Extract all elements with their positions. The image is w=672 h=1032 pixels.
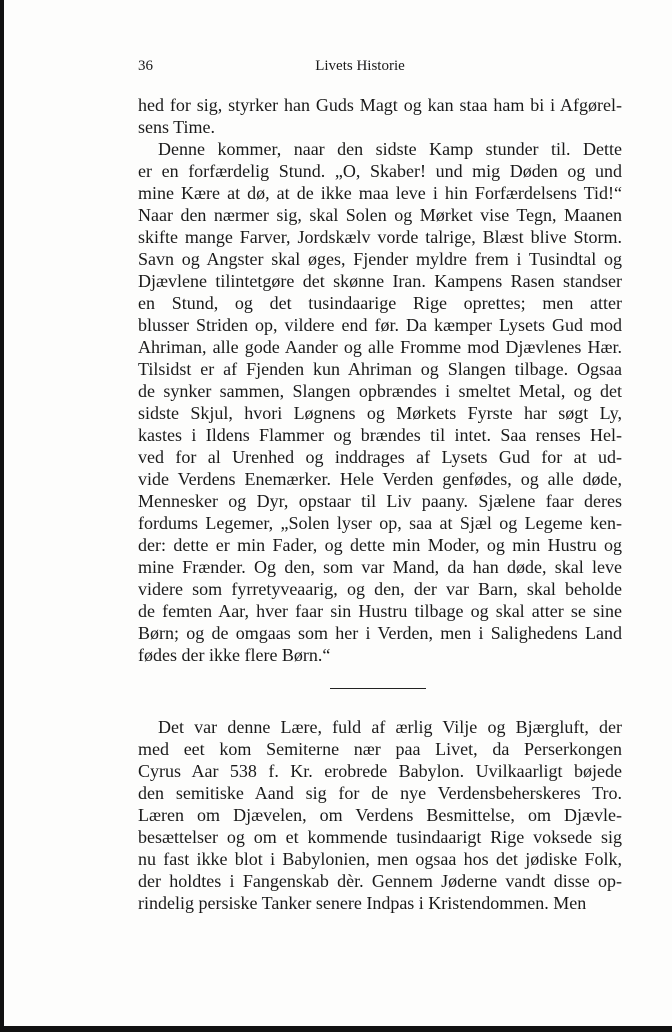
text-line: Naar den nærmer sig, skal Solen og Mørket vise Tegn, Maanen xyxy=(138,205,622,225)
text-line: fordums Legemer, „Solen lyser op, saa at Sjæl og Legeme ken- xyxy=(138,513,622,533)
text-line: rindelig persiske Tanker senere Indpas i Kristendommen. Men xyxy=(138,893,587,913)
text-line: er en forfærdelig Stund. „O, Skaber! und mig Døden og und xyxy=(138,161,622,181)
text-line: en Stund, og det tusindaarige Rige oprettes; men atter xyxy=(138,293,622,313)
text-line: Læren om Djævelen, om Verdens Besmittelse, om Djævle- xyxy=(138,805,622,825)
text-line: sens Time. xyxy=(138,117,216,137)
text-line: hed for sig, styrker han Guds Magt og kan staa ham bi i Afgørel- xyxy=(138,95,622,115)
text-line: fødes der ikke flere Børn.“ xyxy=(138,645,331,665)
text-line: med eet kom Semiterne nær paa Livet, da Perserkongen xyxy=(138,739,622,759)
text-line: nu fast ikke blot i Babylonien, men ogsaa hos det jødiske Folk, xyxy=(138,849,622,869)
text-line: Ahriman, alle gode Aander og alle Fromme mod Djævlenes Hær. xyxy=(138,337,622,357)
text-line: Denne kommer, naar den sidste Kamp stunder til. Dette xyxy=(158,139,622,159)
text-line: Tilsidst er af Fjenden kun Ahriman og Slangen tilbage. Ogsaa xyxy=(138,359,622,379)
text-line: sidste Skjul, hvori Løgnens og Mørkets Fyrste har søgt Ly, xyxy=(138,403,622,423)
text-line: ved for al Urenhed og inddrages af Lysets Gud for at ud- xyxy=(138,447,622,467)
text-line: skifte mange Farver, Jordskælv vorde talrige, Blæst blive Storm. xyxy=(138,227,622,247)
text-line: der holdtes i Fangenskab dèr. Gennem Jøderne vandt disse op- xyxy=(138,871,622,891)
scan-edge-left xyxy=(0,0,4,1032)
text-line: mine Frænder. Og den, som var Mand, da han døde, skal leve xyxy=(138,557,622,577)
section-divider xyxy=(330,688,426,689)
page-number: 36 xyxy=(138,58,153,74)
text-line: kastes i Ildens Flammer og brændes til intet. Saa renses Hel- xyxy=(138,425,622,445)
text-line: mine Kære at dø, at de ikke maa leve i hin Forfærdelsens Tid!“ xyxy=(138,183,622,203)
text-line: blusser Striden op, vildere end før. Da kæmper Lysets Gud mod xyxy=(138,315,622,335)
text-line: videre som fyrretyveaarig, og den, der var Barn, skal beholde xyxy=(138,579,622,599)
text-line: de synker sammen, Slangen opbrændes i smeltet Metal, og det xyxy=(138,381,622,401)
text-line: Børn; og de omgaas som her i Verden, men i Salighedens Land xyxy=(138,623,622,643)
text-line: besættelser og om et kommende tusindaarigt Rige voksede sig xyxy=(138,827,622,847)
running-title: Livets Historie xyxy=(315,58,405,74)
text-line: de femten Aar, hver faar sin Hustru tilbage og skal atter se sine xyxy=(138,601,622,621)
text-line: Djævlene tilintetgøre det skønne Iran. Kampens Rasen standser xyxy=(138,271,622,291)
text-line: der: dette er min Fader, og dette min Moder, og min Hustru og xyxy=(138,535,622,555)
text-line: Mennesker og Dyr, opstaar til Liv paany. Sjælene faar deres xyxy=(138,491,622,511)
scan-edge-bottom xyxy=(0,1026,672,1032)
page-header xyxy=(0,58,672,80)
text-line: den semitiske Aand sig for de nye Verdensbeherskeres Tro. xyxy=(138,783,622,803)
text-line: vide Verdens Enemærker. Hele Verden genfødes, og alle døde, xyxy=(138,469,622,489)
text-line: Savn og Angster skal øges, Fjender myldre frem i Tusindtal og xyxy=(138,249,622,269)
text-line: Cyrus Aar 538 f. Kr. erobrede Babylon. Uvilkaarligt bøjede xyxy=(138,761,622,781)
text-line: Det var denne Lære, fuld af ærlig Vilje og Bjærgluft, der xyxy=(158,717,622,737)
